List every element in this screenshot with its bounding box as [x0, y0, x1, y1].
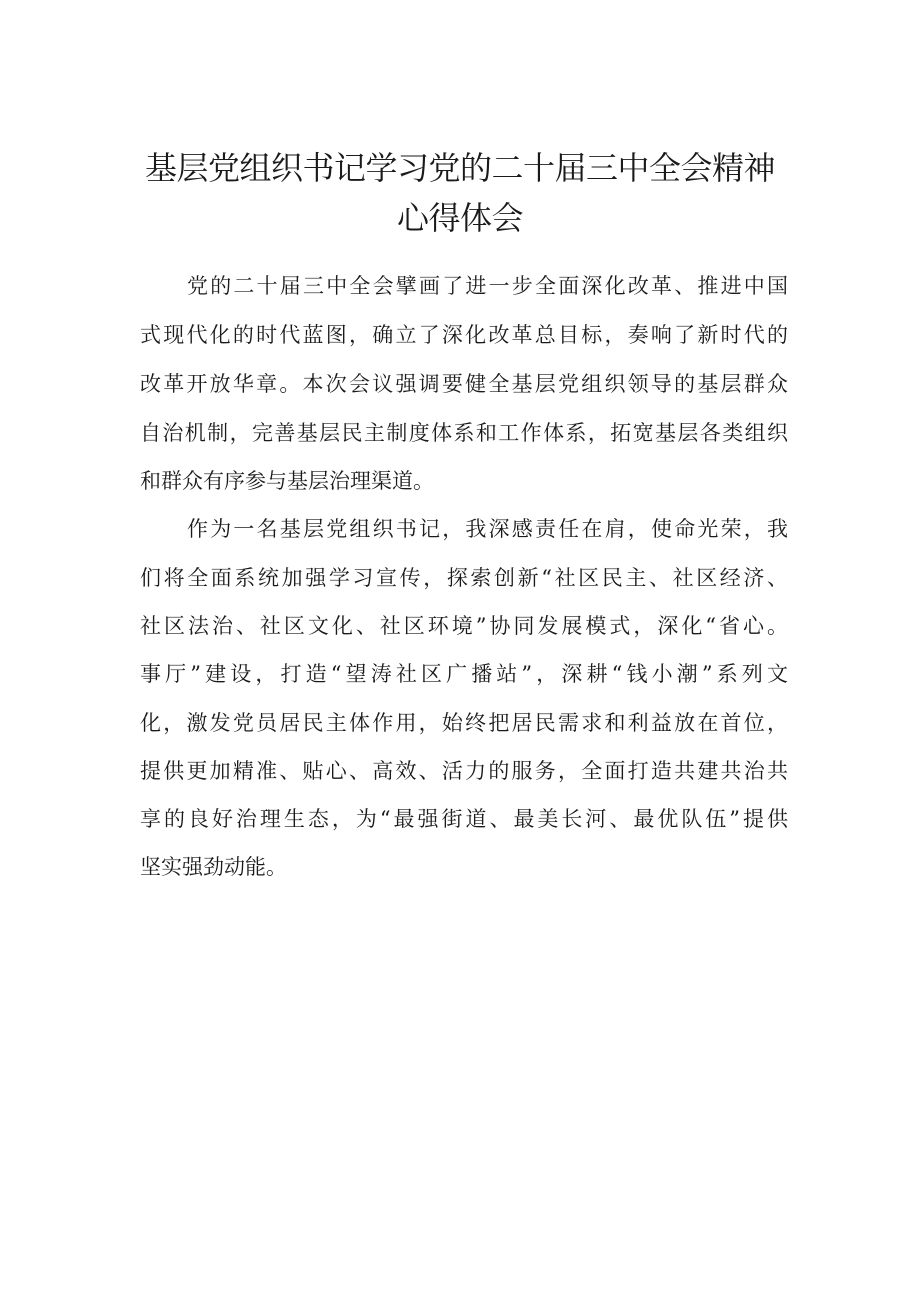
paragraph-1-line-2: 式现代化的时代蓝图，确立了深化改革总目标，奏响了新时代的	[140, 323, 788, 347]
paragraph-2-line-6: 提供更加精准、贴心、高效、活力的服务，全面打造共建共治共	[140, 759, 788, 783]
paragraph-2-line-7: 享的良好治理生态，为“最强街道、最美长河、最优队伍”提供	[140, 807, 788, 831]
paragraph-1-line-3: 改革开放华章。本次会议强调要健全基层党组织领导的基层群众	[140, 372, 788, 396]
document-title-line-2: 心得体会	[396, 199, 523, 237]
paragraph-1-line-5: 和群众有序参与基层治理渠道。	[140, 469, 434, 493]
paragraph-1-line-4: 自治机制，完善基层民主制度体系和工作体系，拓宽基层各类组织	[140, 421, 788, 445]
paragraph-2-line-1: 作为一名基层党组织书记，我深感责任在肩，使命光荣，我	[187, 517, 788, 541]
document-title-line-1: 基层党组织书记学习党的二十届三中全会精神	[144, 149, 775, 187]
paragraph-2-line-8: 坚实强劲动能。	[140, 855, 287, 879]
paragraph-2-line-5: 化，激发党员居民主体作用，始终把居民需求和利益放在首位，	[140, 711, 788, 735]
paragraph-2-line-4: 事厅”建设，打造“望涛社区广播站”，深耕“钱小潮”系列文	[140, 662, 788, 686]
paragraph-1-line-1: 党的二十届三中全会擘画了进一步全面深化改革、推进中国	[187, 274, 788, 298]
paragraph-2-line-2: 们将全面系统加强学习宣传，探索创新“社区民主、社区经济、	[140, 566, 788, 590]
paragraph-2-line-3: 社区法治、社区文化、社区环境”协同发展模式，深化“省心。	[140, 614, 788, 638]
